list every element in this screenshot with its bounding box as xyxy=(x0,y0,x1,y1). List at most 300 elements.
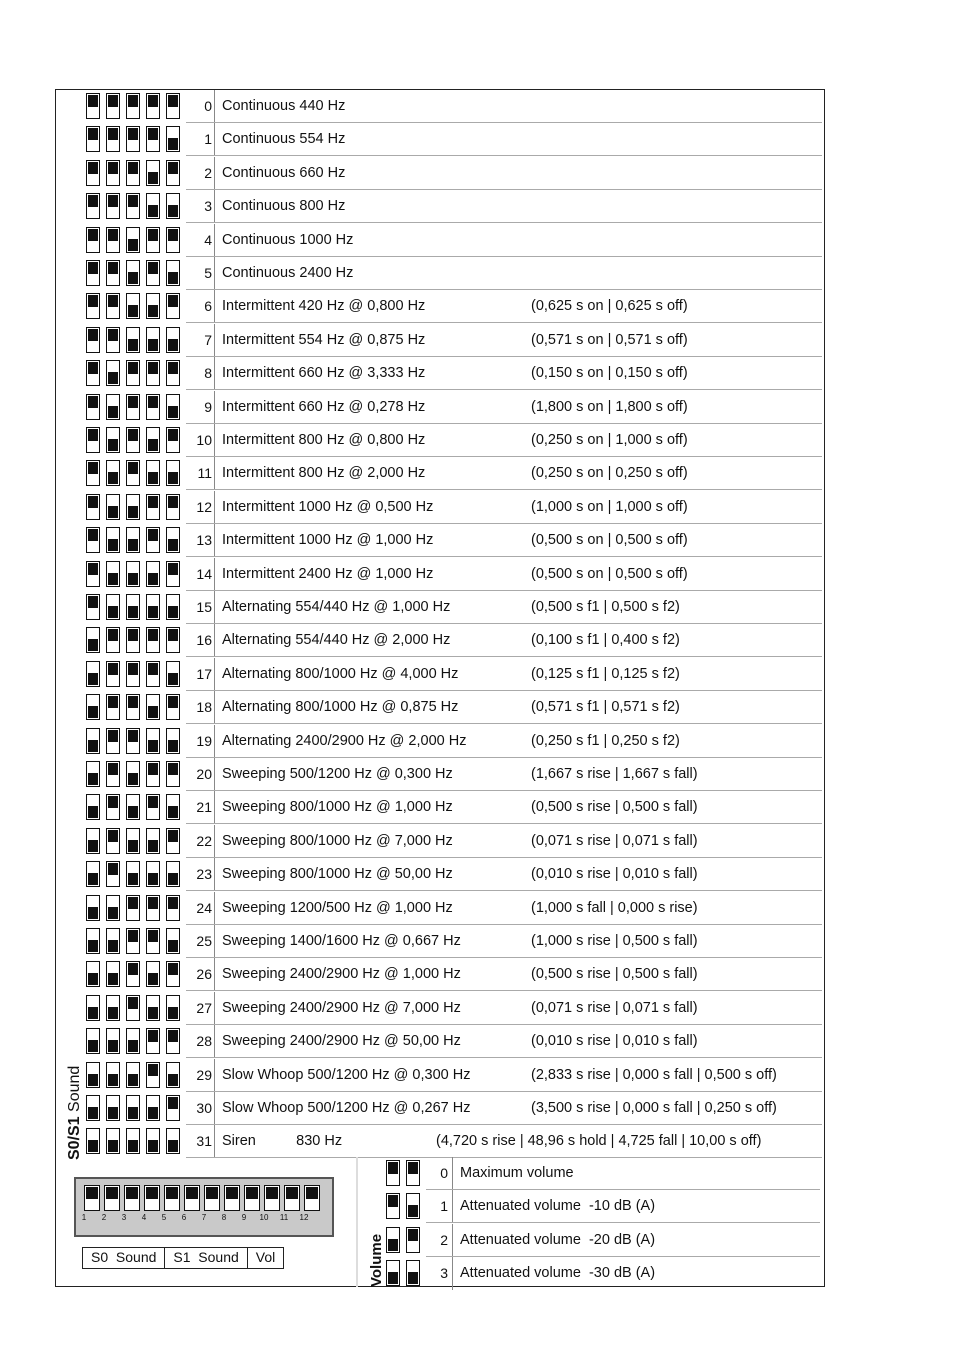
sound-description: Continuous 2400 Hz xyxy=(222,265,354,281)
volume-description: Attenuated volume -30 dB (A) xyxy=(460,1265,656,1282)
sound-row xyxy=(56,224,824,257)
dip-switch-icon xyxy=(126,227,140,253)
dip-knob xyxy=(168,295,178,307)
dip-knob xyxy=(148,205,158,217)
sound-row xyxy=(56,123,824,156)
column-divider xyxy=(214,90,215,123)
volume-number: 3 xyxy=(440,1265,448,1282)
column-divider xyxy=(214,157,215,190)
dip-switch-icon xyxy=(86,394,100,420)
dip-switch-icon xyxy=(86,1095,100,1121)
dip-knob xyxy=(108,763,118,775)
dip-knob xyxy=(108,1040,118,1052)
dip-switch-icon xyxy=(126,93,140,119)
dip-knob xyxy=(126,1187,138,1199)
dip-switch-icon xyxy=(166,293,180,319)
dip-knob xyxy=(108,696,118,708)
dip-knob xyxy=(108,907,118,919)
dip-switch-icon xyxy=(166,1062,180,1088)
switch-settings xyxy=(86,561,180,587)
dip-switch-icon xyxy=(264,1185,280,1211)
sound-number: 16 xyxy=(196,632,212,649)
dip-knob xyxy=(108,940,118,952)
sound-description: Intermittent 660 Hz @ 0,278 Hz xyxy=(222,398,426,415)
column-divider xyxy=(214,791,215,824)
dip-number: 10 xyxy=(259,1213,269,1222)
dip-switch-icon xyxy=(386,1193,400,1219)
switch-settings xyxy=(86,1128,180,1154)
column-divider xyxy=(214,457,215,490)
dip-knob xyxy=(128,429,138,441)
dip-knob xyxy=(88,429,98,441)
dip-switch-icon xyxy=(86,961,100,987)
dip-knob xyxy=(108,295,118,307)
dip-knob xyxy=(128,1140,138,1152)
sound-timing: (0,100 s f1 | 0,400 s f2) xyxy=(531,632,680,649)
dip-knob xyxy=(168,897,178,909)
dip-number: 11 xyxy=(279,1213,289,1222)
sound-number: 3 xyxy=(204,198,212,215)
sound-description: Intermittent 1000 Hz @ 0,500 Hz xyxy=(222,498,434,515)
sound-number: 4 xyxy=(204,231,212,248)
switch-settings xyxy=(86,126,180,152)
dip-knob xyxy=(148,1030,158,1042)
dip-switch-icon xyxy=(146,761,160,787)
sound-number: 5 xyxy=(204,265,212,281)
dip-switch-icon xyxy=(406,1160,420,1186)
sound-description: Intermittent 660 Hz @ 3,333 Hz xyxy=(222,365,426,382)
switch-settings xyxy=(86,427,180,453)
sound-timing: (1,800 s on | 1,800 s off) xyxy=(531,398,688,415)
sound-description: Sweeping 2400/2900 Hz @ 1,000 Hz xyxy=(222,966,461,983)
dip-knob xyxy=(168,606,178,618)
dip-switch-icon xyxy=(146,928,160,954)
dip-switch-icon xyxy=(106,627,120,653)
dip-switch-icon xyxy=(166,93,180,119)
sound-number: 1 xyxy=(204,131,212,148)
sound-number: 7 xyxy=(204,331,212,348)
switch-settings xyxy=(86,327,180,353)
dip-switch-icon xyxy=(146,260,160,286)
dip-knob xyxy=(128,606,138,618)
dip-switch-icon xyxy=(166,661,180,687)
sound-timing: (4,720 s rise | 48,96 s hold | 4,725 fall | 10,00 s off) xyxy=(436,1133,762,1150)
sound-description: Sweeping 2400/2900 Hz @ 50,00 Hz xyxy=(222,1033,461,1050)
dip-switch-icon xyxy=(86,327,100,353)
dip-knob xyxy=(148,1007,158,1019)
switch-settings xyxy=(86,260,180,286)
dip-knob xyxy=(168,539,178,551)
dip-switch-icon xyxy=(126,494,140,520)
dip-knob xyxy=(168,1007,178,1019)
dip-knob xyxy=(168,673,178,685)
dip-switch-icon xyxy=(126,561,140,587)
dip-knob xyxy=(128,963,138,975)
dip-switch-icon xyxy=(166,327,180,353)
dip-knob xyxy=(128,195,138,207)
dip-number: 9 xyxy=(241,1213,247,1222)
dip-knob xyxy=(108,1074,118,1086)
dip-switch-icon xyxy=(146,627,160,653)
s0s1-sound-label xyxy=(54,1020,83,1160)
dip-switch-icon xyxy=(284,1185,300,1211)
sound-row xyxy=(56,892,824,925)
column-divider xyxy=(214,491,215,524)
dip-knob xyxy=(108,95,118,107)
switch-settings xyxy=(86,861,180,887)
column-divider xyxy=(214,925,215,958)
dip-switch-numbers xyxy=(76,1213,312,1222)
sound-row xyxy=(56,157,824,190)
dip-switch-icon xyxy=(86,728,100,754)
dip-number: 8 xyxy=(221,1213,227,1222)
dip-switch-icon xyxy=(104,1185,120,1211)
volume-row xyxy=(386,1257,822,1290)
sound-description: Intermittent 800 Hz @ 0,800 Hz xyxy=(222,432,426,448)
dip-knob xyxy=(108,863,118,875)
dip-switch-icon xyxy=(184,1185,200,1211)
s0s1-label-rest: Sound xyxy=(66,1065,83,1117)
dip-switch-icon xyxy=(146,227,160,253)
volume-switch-settings xyxy=(386,1260,420,1286)
sound-timing: (0,250 s on | 1,000 s off) xyxy=(531,432,688,448)
dip-knob xyxy=(148,840,158,852)
dip-knob xyxy=(88,973,98,985)
switch-settings xyxy=(86,494,180,520)
dip-switch-icon xyxy=(106,1128,120,1154)
dip-knob xyxy=(168,496,178,508)
sound-number: 14 xyxy=(196,565,212,582)
sound-timing: (0,500 s f1 | 0,500 s f2) xyxy=(531,599,680,615)
dip-knob xyxy=(148,606,158,618)
dip-knob xyxy=(168,1097,178,1109)
switch-settings xyxy=(86,293,180,319)
column-divider xyxy=(214,725,215,758)
dip-switch-icon xyxy=(86,494,100,520)
dip-knob xyxy=(128,95,138,107)
dip-knob xyxy=(128,506,138,518)
switch-settings xyxy=(86,160,180,186)
dip-knob xyxy=(108,796,118,808)
dip-knob xyxy=(128,663,138,675)
dip-switch-icon xyxy=(146,661,160,687)
dip-knob xyxy=(88,128,98,140)
dip-switch-icon xyxy=(86,661,100,687)
dip-switch-icon xyxy=(406,1193,420,1219)
dip-knob xyxy=(408,1272,418,1284)
dip-knob xyxy=(88,1140,98,1152)
dip-knob xyxy=(168,472,178,484)
sound-timing: (0,125 s f1 | 0,125 s f2) xyxy=(531,665,680,682)
sound-row xyxy=(56,457,824,490)
dip-knob xyxy=(86,1187,98,1199)
dip-knob xyxy=(88,940,98,952)
sound-number: 31 xyxy=(196,1133,212,1150)
dip-switch-icon xyxy=(146,794,160,820)
sound-row xyxy=(56,925,824,958)
dip-switch-icon xyxy=(204,1185,220,1211)
dip-knob xyxy=(128,930,138,942)
dip-switch-icon xyxy=(106,193,120,219)
dip-knob xyxy=(306,1187,318,1199)
dip-knob xyxy=(148,897,158,909)
dip-knob xyxy=(168,940,178,952)
column-divider xyxy=(214,992,215,1025)
dip-knob xyxy=(146,1187,158,1199)
dip-switch-icon xyxy=(166,494,180,520)
dip-switch-icon xyxy=(166,728,180,754)
switch-settings xyxy=(86,828,180,854)
dip-switch-icon xyxy=(106,126,120,152)
dip-knob xyxy=(108,830,118,842)
dip-knob xyxy=(88,162,98,174)
sound-number: 19 xyxy=(196,732,212,749)
dip-switch-icon xyxy=(86,126,100,152)
dip-knob xyxy=(168,162,178,174)
sound-description: Intermittent 800 Hz @ 2,000 Hz xyxy=(222,465,426,482)
switch-settings xyxy=(86,961,180,987)
switch-settings xyxy=(86,728,180,754)
sound-row xyxy=(56,1059,824,1092)
switch-settings xyxy=(86,895,180,921)
dip-knob xyxy=(106,1187,118,1199)
sound-description: Slow Whoop 500/1200 Hz @ 0,267 Hz xyxy=(222,1100,471,1116)
sound-number: 8 xyxy=(204,365,212,382)
dip-switch-group-labels xyxy=(82,1247,284,1269)
sound-description: Siren 830 Hz xyxy=(222,1133,343,1150)
dip-knob xyxy=(108,1140,118,1152)
dip-knob xyxy=(166,1187,178,1199)
dip-knob xyxy=(108,372,118,384)
column-divider xyxy=(214,1092,215,1125)
dip-switch-icon xyxy=(124,1185,140,1211)
dip-switch-icon xyxy=(106,494,120,520)
sound-row xyxy=(56,257,824,290)
switch-settings xyxy=(86,394,180,420)
column-divider xyxy=(214,892,215,925)
dip-switch-icon xyxy=(126,293,140,319)
sound-number: 30 xyxy=(196,1100,212,1116)
dip-knob xyxy=(168,429,178,441)
dip-knob xyxy=(168,339,178,351)
dip-switch-icon xyxy=(126,594,140,620)
sound-row xyxy=(56,624,824,657)
dip-switch-icon xyxy=(126,728,140,754)
dip-switch-icon xyxy=(126,160,140,186)
dip-switch-icon xyxy=(106,427,120,453)
column-divider xyxy=(452,1257,453,1290)
column-divider xyxy=(214,825,215,858)
dip-knob xyxy=(168,1030,178,1042)
volume-switch-settings xyxy=(386,1193,420,1219)
s0s1-label-bold: S0/S1 xyxy=(66,1116,83,1160)
dip-knob xyxy=(108,195,118,207)
dip-switch-icon xyxy=(166,828,180,854)
column-divider xyxy=(214,658,215,691)
dip-knob xyxy=(128,897,138,909)
dip-knob xyxy=(148,229,158,241)
dip-switch-icon xyxy=(166,1128,180,1154)
dip-switch-icon xyxy=(126,1062,140,1088)
dip-switch-icon xyxy=(126,928,140,954)
dip-knob xyxy=(108,629,118,641)
column-divider xyxy=(214,324,215,357)
dip-switch-icon xyxy=(106,794,120,820)
switch-settings xyxy=(86,527,180,553)
dip-switch-block xyxy=(74,1177,334,1237)
dip-switch-icon xyxy=(86,460,100,486)
dip-switch-icon xyxy=(86,794,100,820)
dip-knob xyxy=(388,1195,398,1207)
dip-knob xyxy=(128,696,138,708)
dip-knob xyxy=(88,95,98,107)
dip-knob xyxy=(88,462,98,474)
dip-switch-icon xyxy=(146,193,160,219)
column-divider xyxy=(214,224,215,257)
dip-knob xyxy=(128,773,138,785)
sound-number: 2 xyxy=(204,164,212,181)
volume-row xyxy=(386,1224,822,1257)
sound-timing: (0,250 s f1 | 0,250 s f2) xyxy=(531,732,680,749)
dip-switch-icon xyxy=(106,160,120,186)
dip-switch-icon xyxy=(126,961,140,987)
sound-row xyxy=(56,324,824,357)
dip-knob xyxy=(108,506,118,518)
dip-number: 12 xyxy=(299,1213,309,1222)
dip-switch-icon xyxy=(86,895,100,921)
dip-knob xyxy=(128,305,138,317)
sound-number: 10 xyxy=(196,432,212,448)
dip-switch-icon xyxy=(106,961,120,987)
switch-settings xyxy=(86,1095,180,1121)
dip-knob xyxy=(108,162,118,174)
dip-knob xyxy=(128,539,138,551)
dip-knob xyxy=(148,573,158,585)
sound-row xyxy=(56,357,824,390)
dip-knob xyxy=(148,973,158,985)
dip-switch-icon xyxy=(146,1028,160,1054)
dip-knob xyxy=(408,1229,418,1241)
column-divider xyxy=(214,558,215,591)
dip-switch-icon xyxy=(106,360,120,386)
dip-switch-icon xyxy=(106,394,120,420)
dip-switch-icon xyxy=(86,427,100,453)
dip-knob xyxy=(108,730,118,742)
column-divider xyxy=(214,958,215,991)
dip-switch-icon xyxy=(126,895,140,921)
dip-knob xyxy=(168,138,178,150)
sound-timing: (0,250 s on | 0,250 s off) xyxy=(531,465,688,482)
switch-settings xyxy=(86,995,180,1021)
dip-number: 6 xyxy=(181,1213,187,1222)
dip-switch-icon xyxy=(164,1185,180,1211)
dip-knob xyxy=(88,806,98,818)
dip-knob xyxy=(388,1162,398,1174)
sound-timing: (1,000 s rise | 0,500 s fall) xyxy=(531,933,698,949)
dip-switch-icon xyxy=(166,694,180,720)
dip-knob xyxy=(246,1187,258,1199)
dip-knob xyxy=(88,396,98,408)
sound-timing: (3,500 s rise | 0,000 s fall | 0,250 s off) xyxy=(531,1100,777,1116)
dip-switch-icon xyxy=(406,1227,420,1253)
sound-description: Slow Whoop 500/1200 Hz @ 0,300 Hz xyxy=(222,1066,471,1083)
sound-description: Alternating 554/440 Hz @ 1,000 Hz xyxy=(222,599,451,615)
dip-knob xyxy=(168,563,178,575)
switch-settings xyxy=(86,694,180,720)
sound-row xyxy=(56,491,824,524)
sound-number: 29 xyxy=(196,1066,212,1083)
sound-row xyxy=(56,691,824,724)
dip-switch-icon xyxy=(86,828,100,854)
column-divider xyxy=(214,290,215,323)
dip-switch-icon xyxy=(126,360,140,386)
dip-switch-icon xyxy=(106,661,120,687)
dip-switch-icon xyxy=(386,1260,400,1286)
sound-number: 12 xyxy=(196,498,212,515)
switch-settings xyxy=(86,360,180,386)
dip-switch-icon xyxy=(166,861,180,887)
dip-number: 4 xyxy=(141,1213,147,1222)
dip-switch-icon xyxy=(146,961,160,987)
dip-knob xyxy=(128,272,138,284)
sound-row xyxy=(56,391,824,424)
dip-knob xyxy=(148,796,158,808)
dip-switch-icon xyxy=(86,694,100,720)
dip-knob xyxy=(168,1074,178,1086)
switch-settings xyxy=(86,594,180,620)
dip-knob xyxy=(266,1187,278,1199)
dip-knob xyxy=(88,1107,98,1119)
dip-knob xyxy=(168,629,178,641)
dip-knob xyxy=(128,1107,138,1119)
switch-settings xyxy=(86,794,180,820)
dip-switch-icon xyxy=(166,427,180,453)
dip-switch-icon xyxy=(106,561,120,587)
dip-number: 3 xyxy=(121,1213,127,1222)
dip-switch-icon xyxy=(146,160,160,186)
volume-description: Attenuated volume -20 dB (A) xyxy=(460,1231,656,1248)
sound-number: 6 xyxy=(204,298,212,315)
dip-switch-icon xyxy=(126,1128,140,1154)
sound-timing: (0,500 s rise | 0,500 s fall) xyxy=(531,799,698,816)
dip-knob xyxy=(128,1040,138,1052)
sound-number: 26 xyxy=(196,966,212,983)
dip-switch-icon xyxy=(146,327,160,353)
sound-row xyxy=(56,791,824,824)
dip-knob xyxy=(88,1040,98,1052)
sound-description: Intermittent 554 Hz @ 0,875 Hz xyxy=(222,331,426,348)
dip-switch-icon xyxy=(126,694,140,720)
volume-switch-settings xyxy=(386,1160,420,1186)
sound-description: Sweeping 1400/1600 Hz @ 0,667 Hz xyxy=(222,933,461,949)
sound-number: 24 xyxy=(196,899,212,916)
dip-switch-icon xyxy=(126,260,140,286)
dip-switch-icon xyxy=(126,861,140,887)
volume-label: Volume xyxy=(368,1233,385,1287)
sound-description: Continuous 660 Hz xyxy=(222,164,346,181)
dip-knob xyxy=(168,362,178,374)
dip-knob xyxy=(286,1187,298,1199)
dip-switch-icon xyxy=(106,1095,120,1121)
dip-switch-icon xyxy=(106,694,120,720)
dip-switch-icon xyxy=(86,260,100,286)
dip-knob xyxy=(148,1064,158,1076)
dip-switch-icon xyxy=(146,1128,160,1154)
dip-switch-icon xyxy=(106,227,120,253)
dip-number: 2 xyxy=(101,1213,107,1222)
dip-switch-icon xyxy=(86,527,100,553)
dip-switch-icon xyxy=(146,861,160,887)
